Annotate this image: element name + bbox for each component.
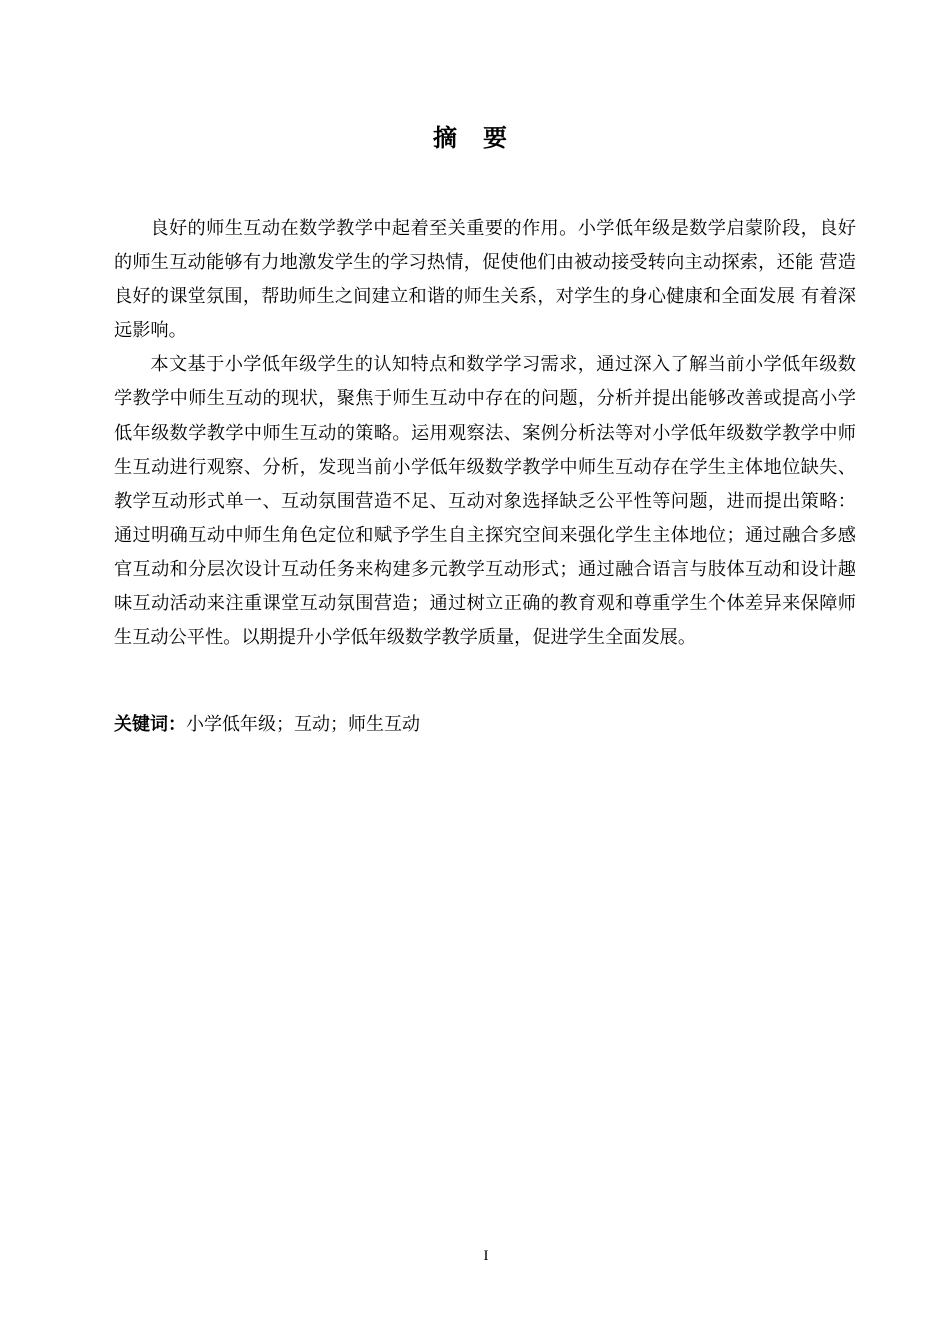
page-number: I bbox=[483, 1248, 489, 1264]
keywords-text: 小学低年级；互动；师生互动 bbox=[186, 714, 420, 735]
abstract-paragraph-1: 良好的师生互动在数学教学中起着至关重要的作用。小学低年级是数学启蒙阶段，良好的师生互动能够有力地激发学生的学习热情，促使他们由被动接受转向主动探索，还能 营造良好的课堂氛围，帮助师生之间建立和谐的师生关系，对学生的身心健康和全面发展 有着深远影响。 bbox=[114, 218, 856, 342]
abstract-body bbox=[114, 212, 856, 655]
abstract-paragraph-2: 本文基于小学低年级学生的认知特点和数学学习需求，通过深入了解当前小学低年级数学教学中师生互动的现状，聚焦于师生互动中存在的问题，分析并提出能够改善或提高小学低年级数学教学中师生互动的策略。运用观察法、案例分析法等对小学低年级数学教学中师生互动进行观察、分析，发现当前小学低年级数学教学中师生互动存在学生主体地位缺失、教学互动形式单一、互动氛围营造不足、互动对象选择缺乏公平性等问题，进而提出策略：通过明确互动中师生角色定位和赋予学生自主探究空间来强化学生主体地位；通过融合多感官互动和分层次设计互动任务来构建多元教学互动形式；通过融合语言与肢体互动和设计趣味互动活动来注重课堂互动氛围营造；通过树立正确的教育观和尊重学生个体差异来保障师生互动公平性。以期提升小学低年级数学教学质量，促进学生全面发展。 bbox=[114, 354, 856, 649]
abstract-title: 摘要 bbox=[433, 124, 533, 152]
keywords-label: 关键词： bbox=[114, 714, 186, 735]
keywords-line bbox=[114, 708, 856, 742]
